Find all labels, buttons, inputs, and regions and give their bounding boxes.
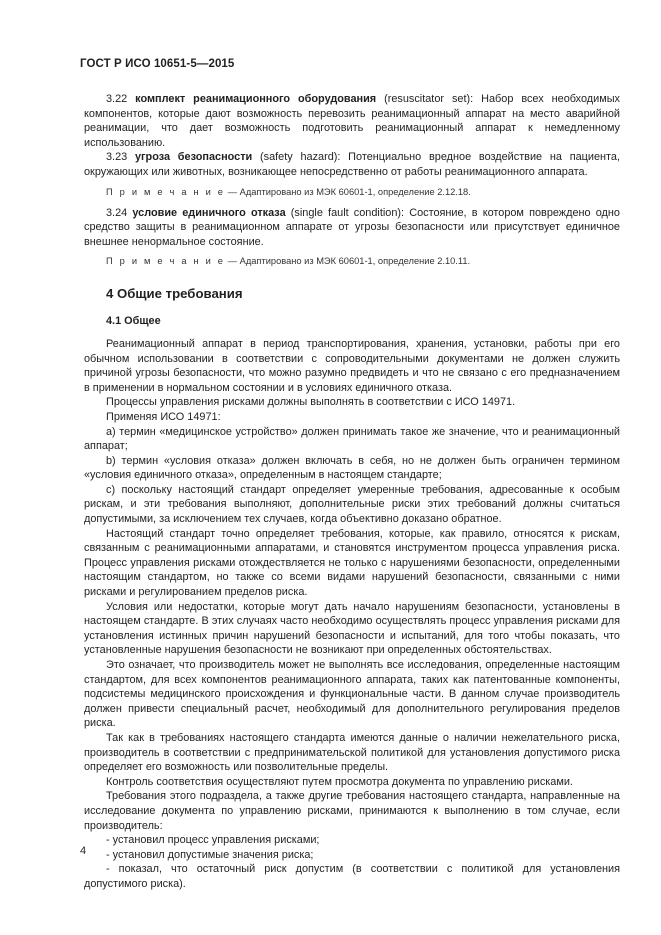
list-item: - установил допустимые значения риска;	[106, 848, 314, 861]
list-item: c) поскольку настоящий стандарт определяет умеренные требования, адресованные к особым рискам, и эти требования выполняют, дополнительные риски этих требований должны считаться допустимыми, за исключением тех случаев, когда объективно доказано обратное.	[84, 483, 620, 526]
paragraph: Это означает, что производитель может не выполнять все исследования, определенные настоящим стандартом, для всех компонентов реанимационного аппарата, таких как патентованные компоненты, подсистемы медицинского происхождения и функциональные части. В данном случае производитель должен привести специальный расчет, необходимый для дополнительного регулирования пределов риска.	[84, 659, 620, 730]
paragraph: Настоящий стандарт точно определяет требования, которые, как правило, относятся к рискам, связанным с реанимационными аппаратами, и становятся инструментом процесса управления риска. Процесс управления рисками отождествляется не только с нарушениями безопасности, определенными настоящим стандартом, но также со всеми видами нарушений безопасности, связанными с ними рисками и регулированием пределов риска.	[84, 527, 620, 599]
list-item: - установил процесс управления рисками;	[106, 834, 320, 847]
note-3-24	[84, 255, 620, 268]
definition-number: 3.24	[106, 206, 128, 219]
definition-term: угроза безопасности	[134, 151, 253, 164]
list-item: b) термин «условия отказа» должен включать в себя, но не должен быть ограничен термином «условия единичного отказа», определенным в настоящем стандарте;	[84, 454, 620, 482]
definition-text: (single fault condition): Состояние, в котором повреждено одно средство защиты в реанимационном аппарате от угрозы безопасности или присутствует единичное внешнее ненормальное состояние.	[84, 206, 620, 248]
paragraph: Требования этого подраздела, а также другие требования настоящего стандарта, направленные на исследование документа по управлению рисками, принимаются к выполнению в том случае, если производитель:	[84, 790, 620, 832]
definition-number: 3.22	[106, 93, 128, 105]
paragraph: Условия или недостатки, которые могут дать начало нарушениям безопасности, установлены в настоящем стандарте. В этих случаях часто необходимо осуществлять процесс управления рисками для установления истинных причин нарушений безопасности и испытаний, для того чтобы показать, что установленные нарушения безопасности не возникают при определенных обстоятельствах.	[84, 600, 620, 657]
paragraph: Применяя ИСО 14971:	[106, 410, 221, 423]
page-content	[84, 92, 620, 892]
paragraph: Реанимационный аппарат в период транспортирования, хранения, установки, работы при его обычном использовании в соответствии с сопроводительными документами не должен служить причиной угрозы безопасности, что можно разумно предвидеть и что не связано с его предназначением в применении в нормальном состоянии и в условиях единичного отказа.	[84, 337, 620, 394]
definition-3-24	[84, 206, 620, 250]
definition-text: (safety hazard): Потенциально вредное воздействие на пациента, окружающих или животных, возникающее непосредственно от работы реанимационного аппарата.	[84, 151, 620, 178]
note-label: П р и м е ч а н и е	[106, 256, 226, 267]
note-text: — Адаптировано из МЭК 60601-1, определение 2.12.18.	[225, 186, 471, 197]
section-heading: 4 Общие требования	[106, 286, 243, 302]
note-text: — Адаптировано из МЭК 60601-1, определение 2.10.11.	[225, 256, 471, 267]
definition-text: (resuscitator set): Набор всех необходимых компонентов, которые дают возможность перевозить реанимационный аппарат на место аварийной реанимации, что дает возможность подготовить реанимационный аппарат к немедленному использованию.	[84, 93, 620, 149]
note-3-23	[84, 186, 620, 199]
note-label: П р и м е ч а н и е	[106, 186, 226, 197]
list-item: a) термин «медицинское устройство» должен принимать такое же значение, что и реанимационный аппарат;	[84, 425, 620, 453]
definition-3-22	[84, 92, 620, 150]
definition-number: 3.23	[106, 151, 128, 164]
definition-term: условие единичного отказа	[132, 206, 286, 219]
paragraph: Процессы управления рисками должны выполнять в соответствии с ИСО 14971.	[106, 396, 516, 409]
subsection-heading: 4.1 Общее	[106, 315, 161, 328]
definition-3-23	[84, 150, 620, 179]
page-number: 4	[80, 845, 87, 857]
definition-term: комплект реанимационного оборудования	[135, 93, 377, 105]
paragraph: Так как в требованиях настоящего стандарта имеются данные о наличии нежелательного риска, производитель в соответствии с предпринимательской политикой для установления допустимого риска определяет его возможность или позволительные пределы.	[84, 731, 620, 774]
paragraph: Контроль соответствия осуществляют путем просмотра документа по управлению рисками.	[106, 775, 573, 788]
document-header: ГОСТ Р ИСО 10651-5—2015	[80, 58, 235, 70]
list-item: - показал, что остаточный риск допустим (в соответствии с политикой для установления допустимого риска).	[84, 863, 620, 890]
